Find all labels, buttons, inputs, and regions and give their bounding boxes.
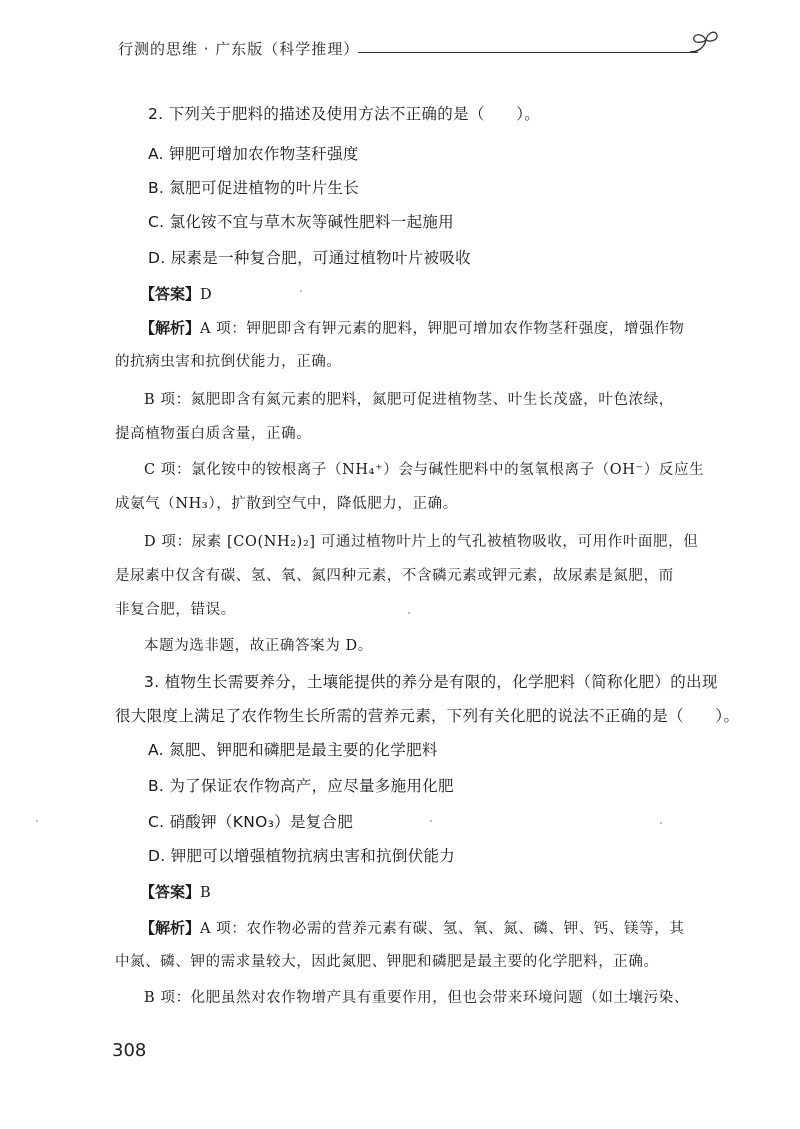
scan-speck xyxy=(660,822,662,824)
analysis-tag: 【解析】 xyxy=(140,319,201,337)
scan-speck xyxy=(430,820,432,822)
question-3-analysis-line-2: 中氮、磷、钾的需求量较大，因此氮肥、钾肥和磷肥是最主要的化学肥料，正确。 xyxy=(115,954,659,970)
question-2-option-a: A. 钾肥可增加农作物茎秆强度 xyxy=(148,145,359,163)
question-2-analysis-line-6: 成氨气（NH₃），扩散到空气中，降低肥力，正确。 xyxy=(115,496,458,512)
sprout-icon xyxy=(684,26,720,56)
question-2-answer xyxy=(140,284,212,305)
scan-speck xyxy=(36,820,38,822)
analysis-text: A 项：钾肥即含有钾元素的肥料，钾肥可增加农作物茎秆强度，增强作物 xyxy=(200,321,685,337)
question-2-analysis-line-5: C 项：氯化铵中的铵根离子（NH₄⁺）会与碱性肥料中的氢氧根离子（OH⁻）反应生 xyxy=(144,462,705,478)
question-3-analysis-line-3: B 项：化肥虽然对农作物增产具有重要作用，但也会带来环境问题（如土壤污染、 xyxy=(144,990,689,1006)
question-3-option-c: C. 硝酸钾（KNO₃）是复合肥 xyxy=(148,813,354,831)
analysis-text: A 项：农作物必需的营养元素有碳、氢、氧、氮、磷、钾、钙、镁等，其 xyxy=(200,921,685,937)
question-2-analysis-line-1 xyxy=(140,318,684,339)
question-2-analysis-line-9: 非复合肥，错误。 xyxy=(115,602,236,618)
question-3-option-b: B. 为了保证农作物高产，应尽量多施用化肥 xyxy=(148,777,454,795)
answer-value: B xyxy=(200,885,212,901)
question-2-option-d: D. 尿素是一种复合肥，可通过植物叶片被吸收 xyxy=(148,249,471,267)
header-rule xyxy=(358,52,698,53)
question-3-stem-line-2: 很大限度上满足了农作物生长所需的营养元素，下列有关化肥的说法不正确的是（ ）。 xyxy=(115,707,740,725)
question-2-analysis-line-7: D 项：尿素 [CO(NH₂)₂] 可通过植物叶片上的气孔被植物吸收，可用作叶面肥，但 xyxy=(144,534,699,550)
answer-tag: 【答案】 xyxy=(140,883,201,901)
question-3-option-a: A. 氮肥、钾肥和磷肥是最主要的化学肥料 xyxy=(148,741,438,759)
question-3-stem-line-1: 3. 植物生长需要养分，土壤能提供的养分是有限的，化学肥料（简称化肥）的出现 xyxy=(144,673,718,691)
question-2-analysis-line-3: B 项：氮肥即含有氮元素的肥料，氮肥可促进植物茎、叶生长茂盛，叶色浓绿， xyxy=(144,392,674,408)
question-2-analysis-line-8: 是尿素中仅含有碳、氢、氧、氮四种元素，不含磷元素或钾元素，故尿素是氮肥，而 xyxy=(115,568,674,584)
analysis-tag: 【解析】 xyxy=(140,919,201,937)
page-number: 308 xyxy=(112,1040,147,1061)
question-3-option-d: D. 钾肥可以增强植物抗病虫害和抗倒伏能力 xyxy=(148,847,456,865)
question-3-answer xyxy=(140,882,211,903)
scan-speck xyxy=(300,290,302,292)
question-2-analysis-line-2: 的抗病虫害和抗倒伏能力，正确。 xyxy=(115,354,342,370)
question-3-analysis-line-1 xyxy=(140,918,684,939)
running-header: 行测的思维 · 广东版（科学推理） xyxy=(118,40,360,58)
scan-speck xyxy=(408,612,410,614)
question-2-analysis-line-4: 提高植物蛋白质含量，正确。 xyxy=(115,426,312,442)
answer-tag: 【答案】 xyxy=(140,285,201,303)
question-2-option-c: C. 氯化铵不宜与草木灰等碱性肥料一起施用 xyxy=(148,213,454,231)
question-2-conclusion: 本题为选非题，故正确答案为 D。 xyxy=(144,638,373,654)
question-2-stem: 2. 下列关于肥料的描述及使用方法不正确的是（ ）。 xyxy=(148,105,541,123)
question-2-option-b: B. 氮肥可促进植物的叶片生长 xyxy=(148,179,359,197)
answer-value: D xyxy=(200,287,213,303)
